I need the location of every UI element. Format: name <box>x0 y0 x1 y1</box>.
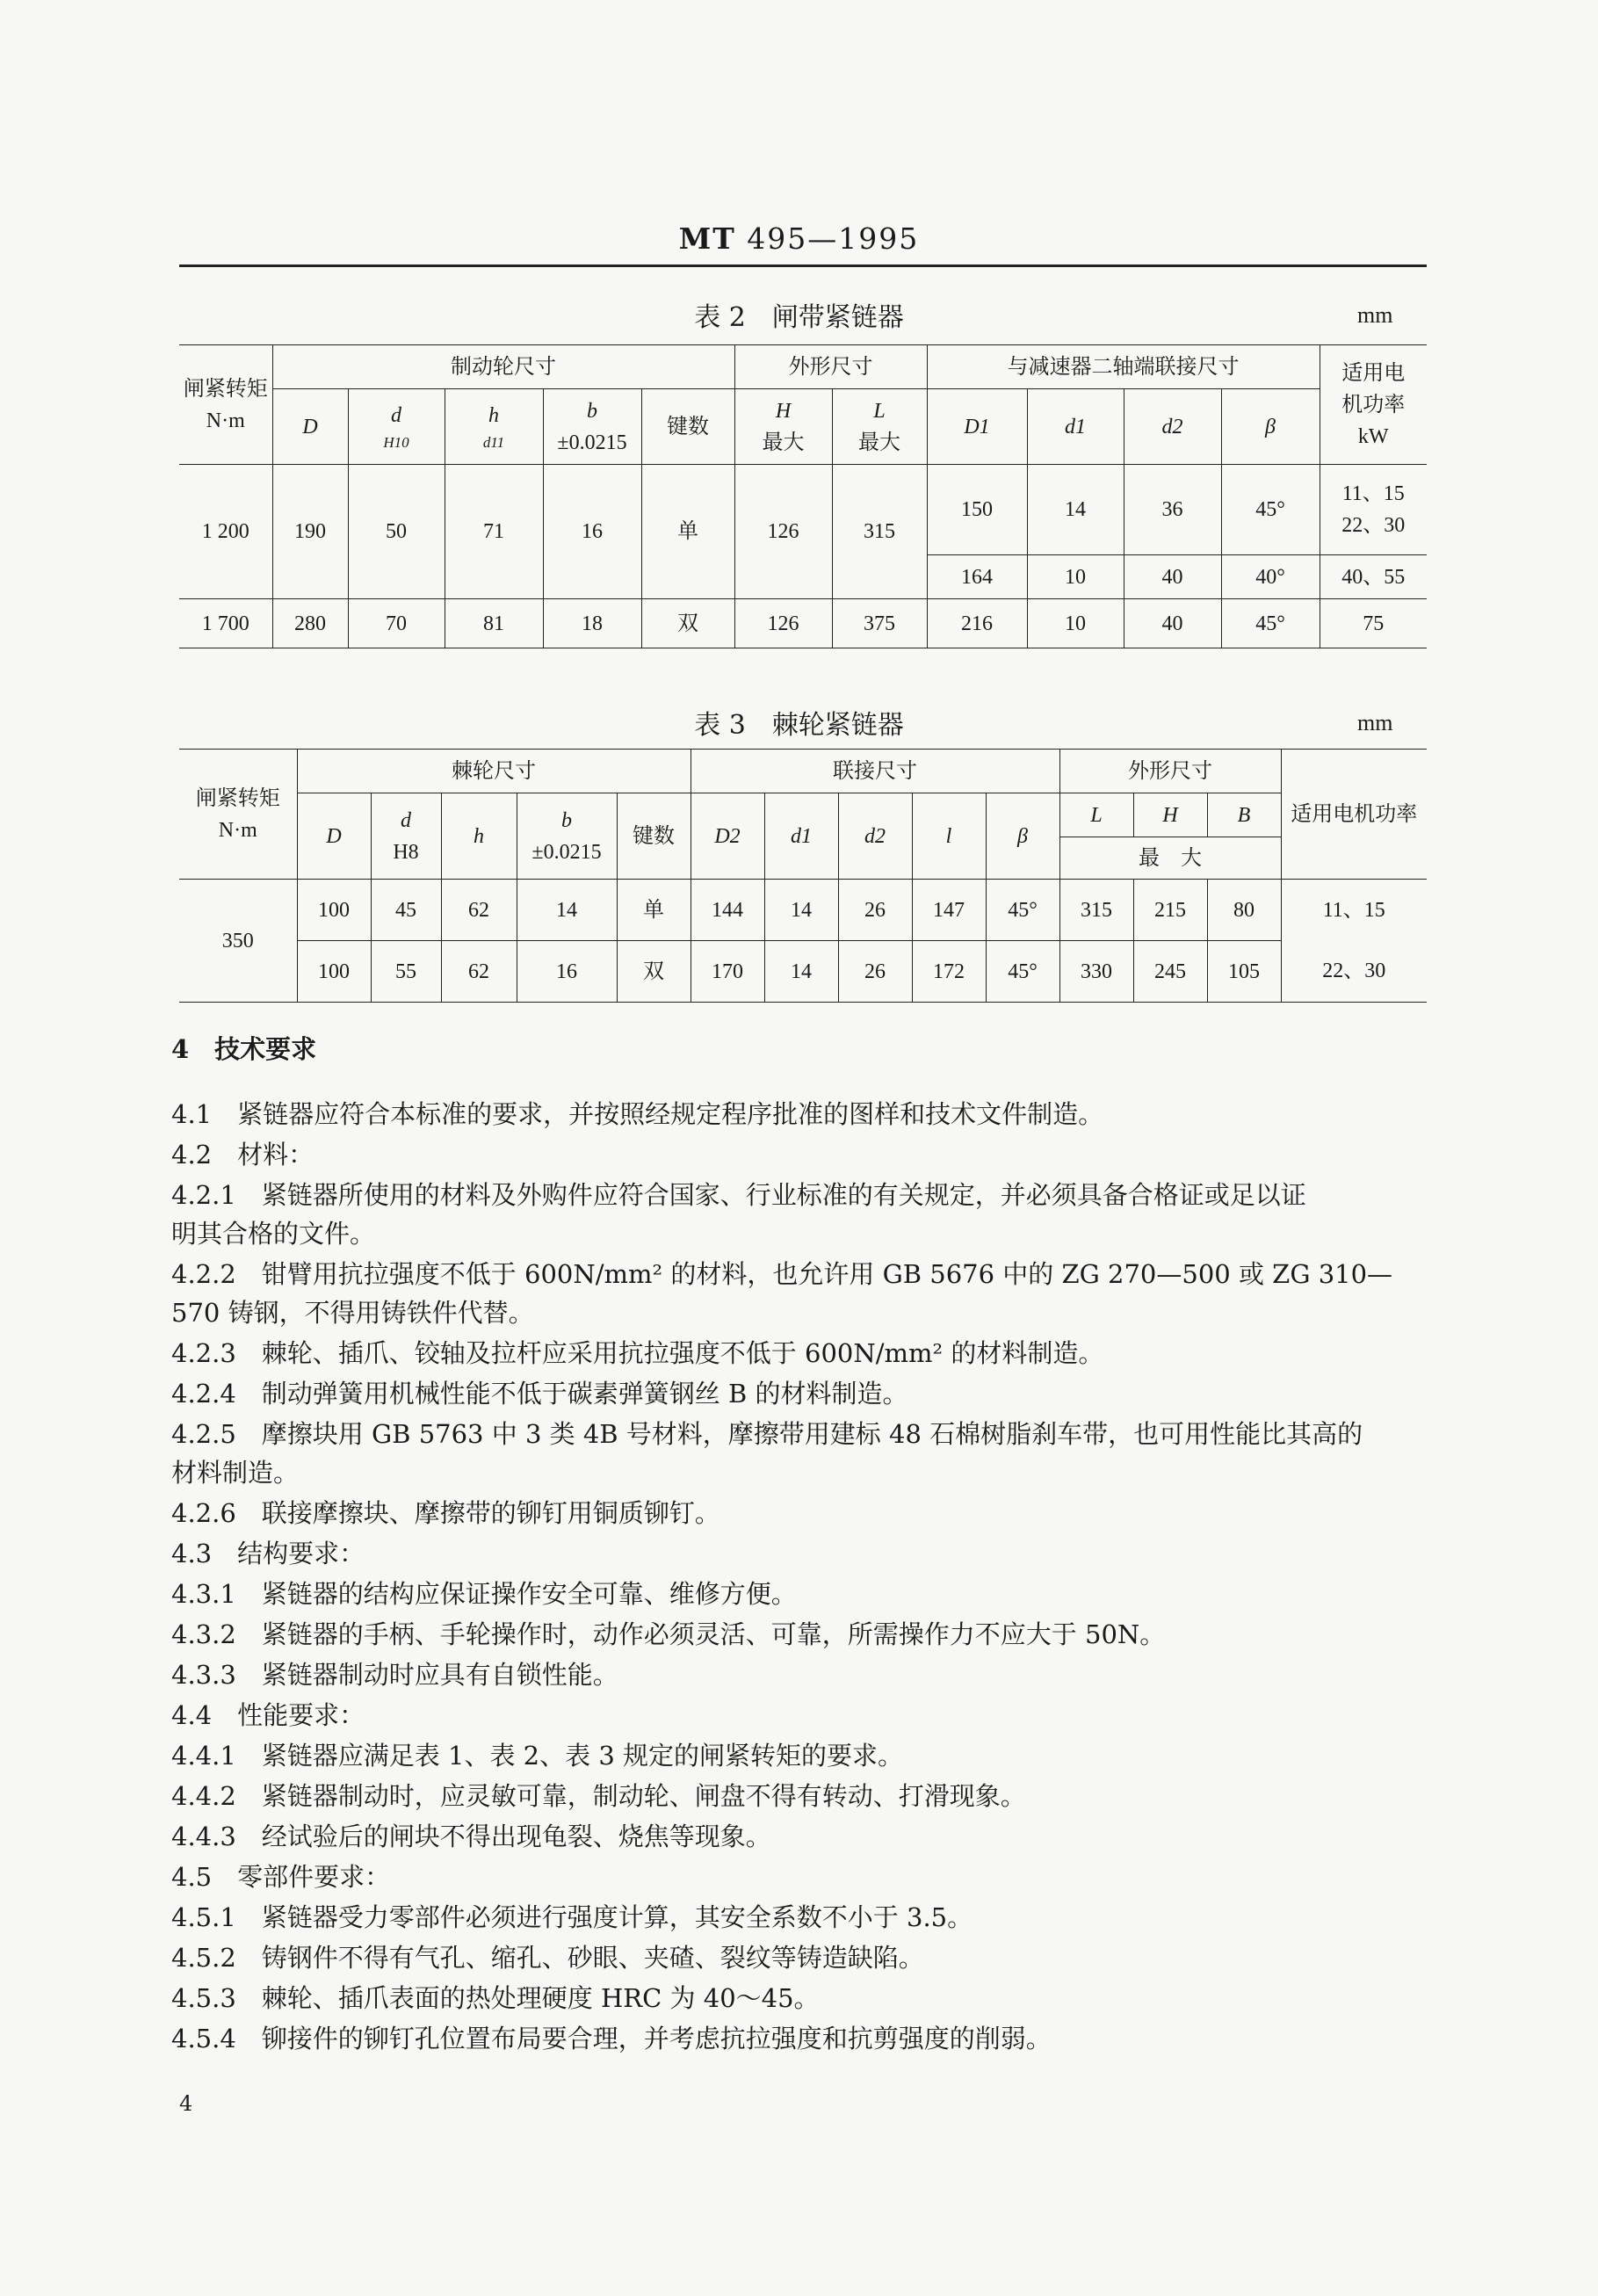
document-header <box>0 221 1598 256</box>
clause-4-2-2-b: 570 铸钢，不得用铸铁件代替。 <box>171 1298 534 1328</box>
clause-4-2-5-a: 4.2.5 摩擦块用 GB 5763 中 3 类 4B 号材料，摩擦带用建标 48 石棉树脂刹车带，也可用性能比其高的 <box>171 1419 1363 1449</box>
table-row: 1 200 190 50 71 16 单 126 315 150 14 36 45° 11、15 22、30 <box>179 465 1427 555</box>
clause-4-4-2: 4.4.2 紧链器制动时，应灵敏可靠，制动轮、闸盘不得有转动、打滑现象。 <box>171 1781 1026 1811</box>
t3-header-shape: 外形尺寸 <box>1059 750 1281 793</box>
clause-4-5-3: 4.5.3 棘轮、插爪表面的热处理硬度 HRC 为 40～45。 <box>171 1983 820 2013</box>
clause-4-3-2: 4.3.2 紧链器的手柄、手轮操作时，动作必须灵活、可靠，所需操作力不应大于 50N。 <box>171 1619 1166 1649</box>
clause-4-4-1: 4.4.1 紧链器应满足表 1、表 2、表 3 规定的闸紧转矩的要求。 <box>171 1741 904 1771</box>
table3-unit: mm <box>1357 710 1393 735</box>
t2-col-h: h d11 <box>445 389 543 465</box>
table3 <box>179 749 1427 1003</box>
t2-col-L: L 最大 <box>832 389 927 465</box>
clause-4-2-6: 4.2.6 联接摩擦块、摩擦带的铆钉用铜质铆钉。 <box>171 1498 720 1528</box>
clause-4-2-3: 4.2.3 棘轮、插爪、铰轴及拉杆应采用抗拉强度不低于 600N/mm² 的材料制造。 <box>171 1338 1104 1368</box>
clause-4-2-1-b: 明其合格的文件。 <box>171 1219 376 1249</box>
t2-col-D: D <box>272 389 348 465</box>
clause-4-1: 4.1 紧链器应符合本标准的要求，并按照经规定程序批准的图样和技术文件制造。 <box>171 1099 1104 1129</box>
t3-col-b: b ±0.0215 <box>517 793 617 880</box>
t3-col-D: D <box>297 793 371 880</box>
table2-caption: 表 2 闸带紧链器 <box>694 302 904 333</box>
t3-header-conn: 联接尺寸 <box>691 750 1059 793</box>
t3-col-keys: 键数 <box>617 793 691 880</box>
table3-caption: 表 3 棘轮紧链器 <box>694 710 904 741</box>
clause-4-5-2: 4.5.2 铸钢件不得有气孔、缩孔、砂眼、夹碴、裂纹等铸造缺陷。 <box>171 1943 924 1973</box>
body-text <box>171 1032 1428 2104</box>
table-row: 100 55 62 16 双 170 14 26 172 45° 330 245 105 22、30 <box>179 941 1427 1003</box>
table-row: 1 700 280 70 81 18 双 126 375 216 10 40 45° 75 <box>179 599 1427 648</box>
t2-col-d2: d2 <box>1124 389 1221 465</box>
standard-code: MT <box>678 221 736 256</box>
t2-col-H: H 最大 <box>734 389 832 465</box>
table2-unit: mm <box>1357 302 1393 328</box>
t3-col-L: L <box>1059 793 1133 837</box>
t3-col-l: l <box>912 793 986 880</box>
t2-col-d: d H10 <box>348 389 445 465</box>
clause-4-5-4: 4.5.4 铆接件的铆钉孔位置布局要合理，并考虑抗拉强度和抗剪强度的削弱。 <box>171 2024 1052 2053</box>
t3-col-B: B <box>1207 793 1281 837</box>
standard-number: 495—1995 <box>747 221 920 256</box>
page-number: 4 <box>179 2091 193 2116</box>
t3-col-d1: d1 <box>764 793 838 880</box>
t2-col-beta: β <box>1221 389 1320 465</box>
t3-col-D2: D2 <box>691 793 764 880</box>
header-rule <box>179 264 1427 267</box>
t3-col-H: H <box>1133 793 1207 837</box>
t2-col-b: b ±0.0215 <box>543 389 641 465</box>
table-row: 164 10 40 40° 40、55 <box>179 555 1427 599</box>
clause-4-5: 4.5 零部件要求： <box>171 1862 391 1892</box>
t2-header-shape: 外形尺寸 <box>734 345 927 389</box>
clause-4-2-4: 4.2.4 制动弹簧用机械性能不低于碳素弹簧钢丝 B 的材料制造。 <box>171 1379 908 1409</box>
t2-header-torque: 闸紧转矩 N·m <box>179 345 272 465</box>
t3-col-beta: β <box>986 793 1059 880</box>
clause-4-2-5-b: 材料制造。 <box>171 1458 300 1488</box>
t2-header-power: 适用电 机功率 kW <box>1320 345 1427 465</box>
section-heading: 4 技术要求 <box>171 1034 317 1064</box>
clause-4-4: 4.4 性能要求： <box>171 1700 365 1730</box>
clause-4-3: 4.3 结构要求： <box>171 1539 365 1568</box>
t3-col-h: h <box>441 793 517 880</box>
t2-col-keys: 键数 <box>641 389 734 465</box>
t2-header-wheel: 制动轮尺寸 <box>272 345 734 389</box>
clause-4-2-2-a: 4.2.2 钳臂用抗拉强度不低于 600N/mm² 的材料，也允许用 GB 5676 中的 ZG 270—500 或 ZG 310— <box>171 1259 1393 1289</box>
table-row: 350 100 45 62 14 单 144 14 26 147 45° 315 215 80 11、15 <box>179 880 1427 941</box>
t2-col-d1: d1 <box>1027 389 1124 465</box>
clause-4-2-1-a: 4.2.1 紧链器所使用的材料及外购件应符合国家、行业标准的有关规定，并必须具备合格证或足以证 <box>171 1180 1306 1210</box>
t2-col-D1: D1 <box>927 389 1027 465</box>
t3-header-wheel: 棘轮尺寸 <box>297 750 691 793</box>
clause-4-5-1: 4.5.1 紧链器受力零部件必须进行强度计算，其安全系数不小于 3.5。 <box>171 1902 973 1932</box>
table2 <box>179 344 1427 648</box>
clause-4-4-3: 4.4.3 经试验后的闸块不得出现龟裂、烧焦等现象。 <box>171 1822 771 1851</box>
t2-header-conn: 与减速器二轴端联接尺寸 <box>927 345 1320 389</box>
t3-header-torque: 闸紧转矩 N·m <box>179 750 297 880</box>
t3-col-d2: d2 <box>838 793 912 880</box>
t3-header-power: 适用电机功率 <box>1281 750 1427 880</box>
clause-4-3-1: 4.3.1 紧链器的结构应保证操作安全可靠、维修方便。 <box>171 1579 797 1609</box>
clause-4-3-3: 4.3.3 紧链器制动时应具有自锁性能。 <box>171 1660 618 1690</box>
t3-col-max: 最 大 <box>1059 837 1281 880</box>
clause-4-2: 4.2 材料： <box>171 1140 315 1170</box>
t3-col-d: d H8 <box>371 793 441 880</box>
